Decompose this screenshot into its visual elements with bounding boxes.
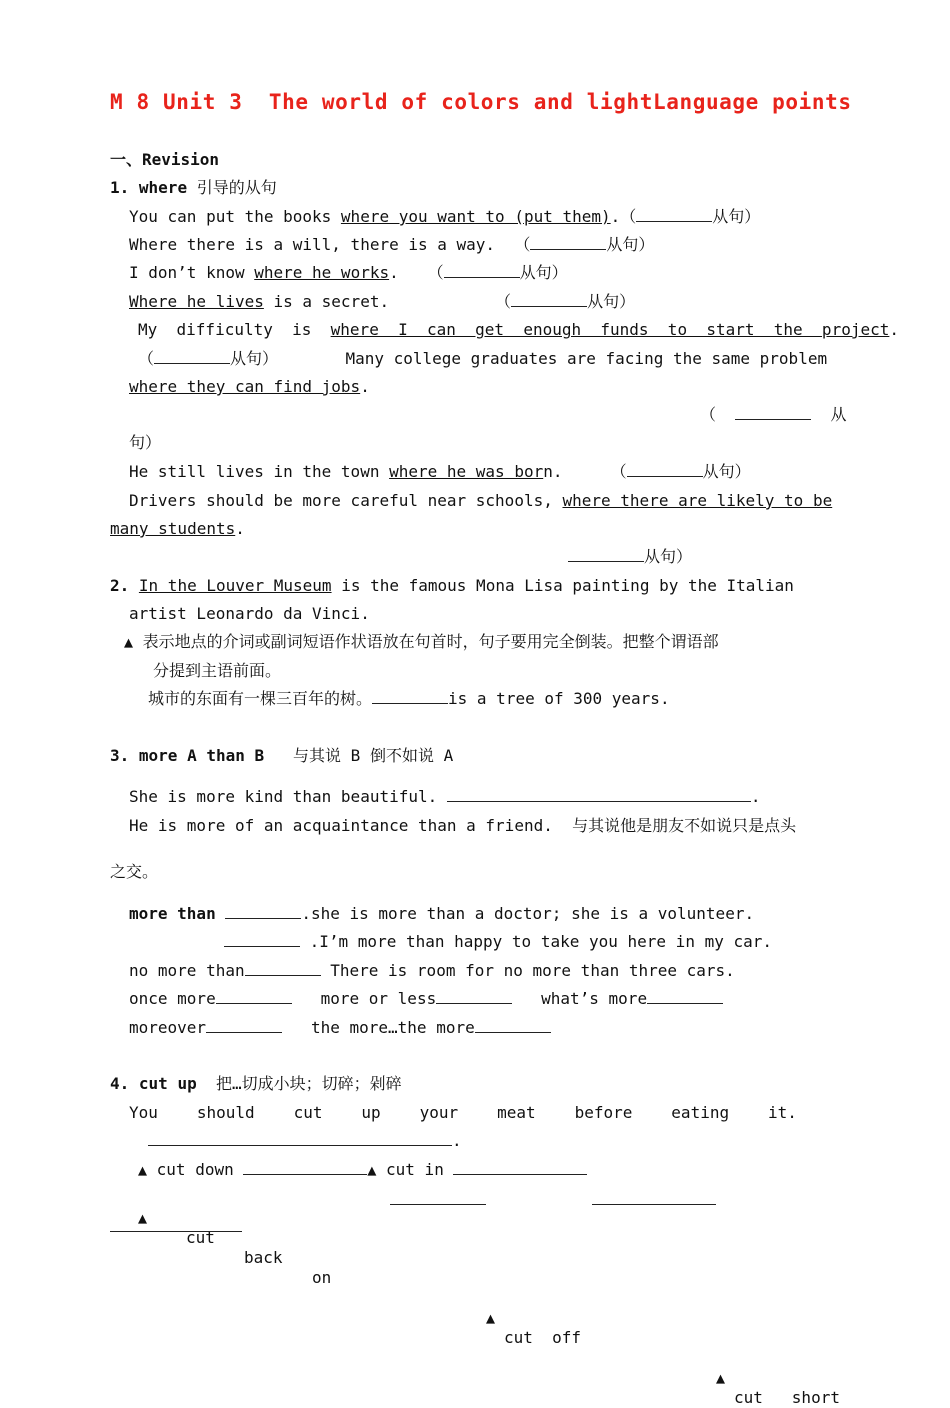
s1-example-6-wrap: 句） [129, 433, 162, 452]
triangle-bullet-icon: ▲ [486, 1309, 496, 1327]
answer-blank[interactable] [636, 207, 712, 222]
answer-blank[interactable] [372, 689, 448, 704]
phrases-line-1: once more more or less what’s more [129, 989, 723, 1009]
s1-example-2: Where there is a will, there is a way. （ 从句） [129, 235, 655, 254]
section-3-topic: more A than B [138, 746, 265, 765]
triangle-bullet-icon: ▲ [367, 1161, 377, 1179]
triangle-bullet-icon: ▲ [138, 1209, 148, 1227]
revision-heading: 一、Revision [110, 150, 220, 169]
s1-example-6b: where they can find jobs. [129, 377, 370, 396]
section-2-exercise: 城市的东面有一棵三百年的树。 is a tree of 300 years. [148, 689, 670, 708]
s3-example-1: She is more kind than beautiful. . [129, 787, 761, 806]
s4-example-1-answer: . [148, 1131, 462, 1151]
answer-blank[interactable] [216, 989, 292, 1004]
triangle-bullet-icon: ▲ [138, 1161, 148, 1179]
s4-example-1: You should cut up your meat before eating it. [129, 1103, 797, 1122]
answer-blank[interactable] [447, 787, 751, 802]
s4-phrases-2: ▲ cut back on ▲ cut off ▲ cut short [138, 1188, 840, 1208]
s1-example-1: You can put the books where you want to (put them).（ 从句） [129, 207, 761, 226]
section-2-note: ▲ 表示地点的介词或副词短语作状语放在句首时，句子要用完全倒装。把整个谓语部 [124, 632, 719, 651]
s1-example-8-answer: 从句） [568, 547, 692, 567]
section-4-heading: 4. cut up 把…切成小块；切碎；剁碎 [110, 1074, 402, 1093]
s3-example-2-wrap: 之交。 [110, 862, 159, 881]
answer-blank[interactable] [735, 405, 811, 420]
answer-blank[interactable] [224, 932, 300, 947]
s1-example-8b: many students. [110, 519, 245, 538]
s4-phrases-1: ▲ cut down ▲ cut in [138, 1160, 587, 1180]
answer-blank[interactable] [206, 1018, 282, 1033]
answer-blank[interactable] [444, 263, 520, 278]
no-more-than-line: no more than There is room for no more than three cars. [129, 961, 735, 980]
answer-blank[interactable] [225, 904, 301, 919]
answer-blank[interactable] [592, 1190, 716, 1205]
phrases-line-2: moreover the more…the more [129, 1018, 551, 1038]
answer-blank[interactable] [627, 462, 703, 477]
s1-example-6: （ 从句） Many college graduates are facing the same problem [138, 349, 828, 368]
s3-example-2: He is more of an acquaintance than a friend. 与其说他是朋友不如说只是点头 [129, 816, 797, 835]
answer-blank[interactable] [436, 989, 512, 1004]
s1-example-3: I don’t know where he works. （ 从句） [129, 263, 568, 282]
answer-blank[interactable] [568, 547, 644, 562]
section-3-heading: 3. more A than B 与其说 B 倒不如说 A [110, 746, 454, 765]
s1-example-7: He still lives in the town where he was born. （ 从句） [129, 462, 751, 481]
section-2-line-2: artist Leonardo da Vinci. [129, 604, 370, 623]
section-2-note-cont: 分提到主语前面。 [153, 661, 282, 680]
answer-blank[interactable] [475, 1018, 551, 1033]
s1-example-5: My difficulty is where I can get enough funds to start the project. [138, 320, 899, 339]
section-1-heading: 1. where 引导的从句 [110, 178, 277, 197]
answer-blank[interactable] [245, 961, 321, 976]
s1-example-8: Drivers should be more careful near schools, where there are likely to be [129, 491, 833, 510]
answer-blank[interactable] [390, 1190, 486, 1205]
answer-blank[interactable] [110, 1217, 242, 1232]
triangle-bullet-icon: ▲ [716, 1369, 726, 1387]
more-than-line-2: .I’m more than happy to take you here in my car. [224, 932, 772, 952]
answer-blank[interactable] [154, 349, 230, 364]
page-title: M 8 Unit 3 The world of colors and lightLanguage points [110, 90, 852, 114]
more-than-line-1: more than .she is more than a doctor; she is a volunteer. [129, 904, 755, 923]
s1-example-4: Where he lives is a secret. （ 从句） [129, 292, 636, 311]
section-4-topic: cut up [138, 1074, 197, 1093]
answer-blank[interactable] [530, 235, 606, 250]
answer-blank[interactable] [453, 1160, 587, 1175]
answer-blank[interactable] [647, 989, 723, 1004]
s4-phrases-2-wrap [110, 1217, 242, 1237]
answer-blank[interactable] [148, 1131, 452, 1146]
section-1-topic: where [138, 178, 188, 197]
triangle-bullet-icon: ▲ [124, 633, 134, 651]
s1-example-6-answer: （ 从 [700, 405, 847, 424]
answer-blank[interactable] [243, 1160, 367, 1175]
answer-blank[interactable] [511, 292, 587, 307]
section-2-line-1: 2. In the Louver Museum is the famous Mona Lisa painting by the Italian [110, 576, 794, 595]
